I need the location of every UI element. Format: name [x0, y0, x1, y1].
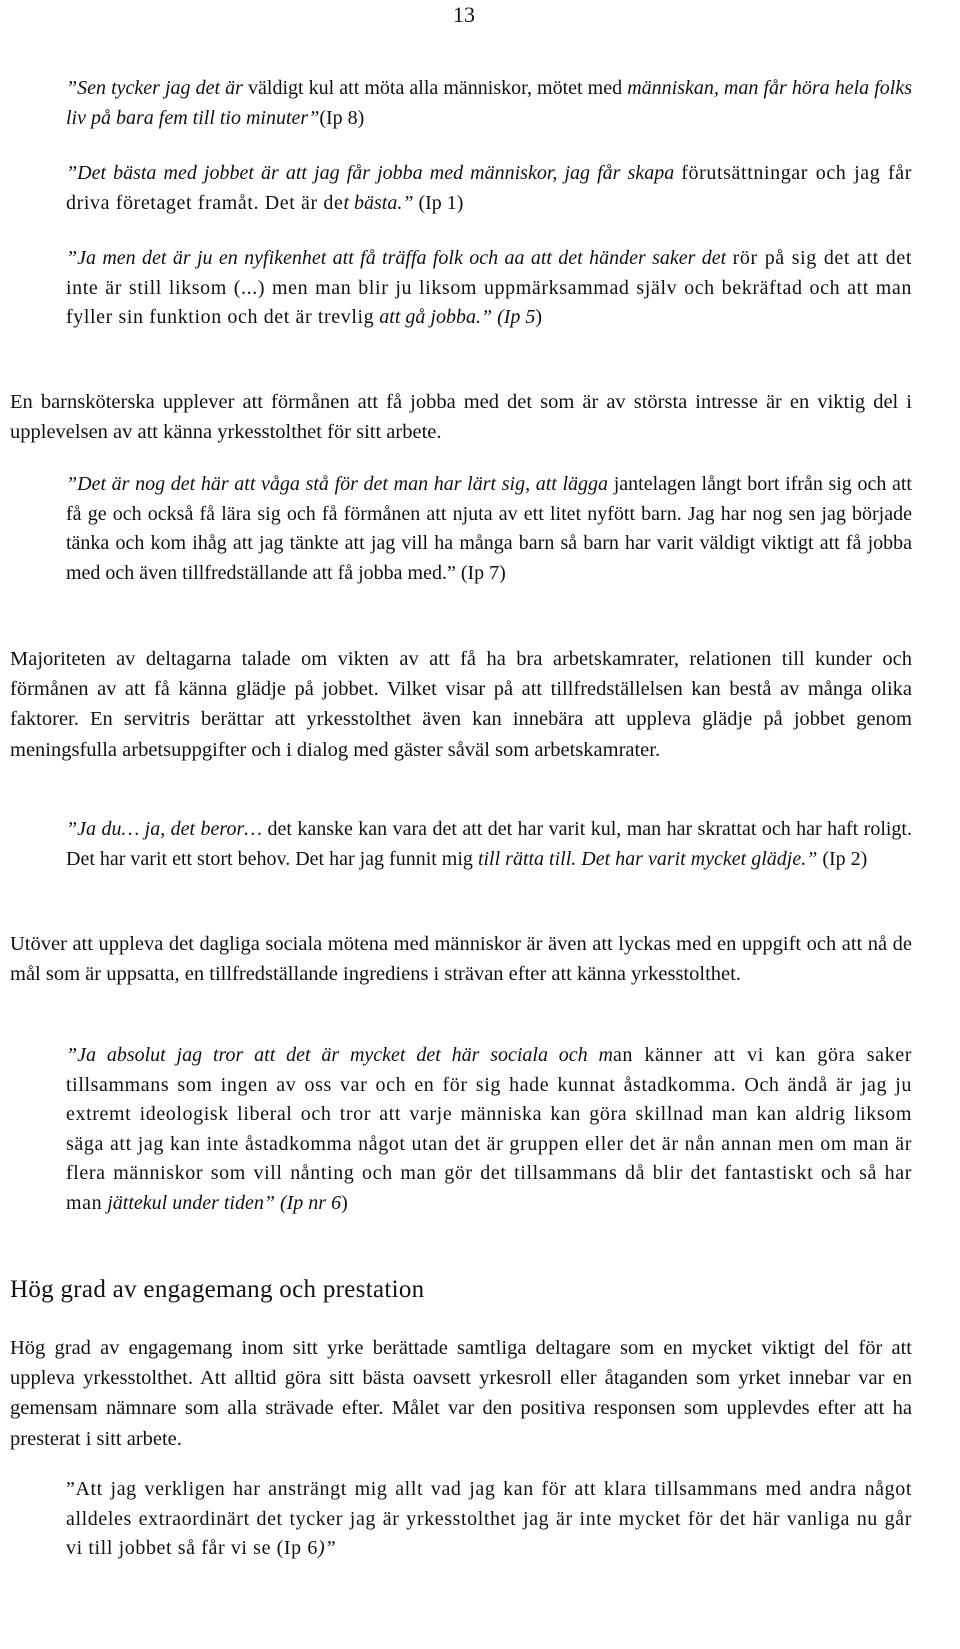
quote-reference: (Ip 7) [455, 561, 506, 584]
quote-italic-text: till rätta till. Det har varit mycket glädje.” [472, 847, 818, 870]
quote-italic-text: människan, man får höra hela folks liv på bara fem till tio minuter” [66, 77, 912, 129]
body-paragraph-3: Utöver att uppleva det dagliga sociala mötena med människor är även att lyckas med en uppgift och att nå de mål som är uppsatta, en tillfredställande ingrediens i strävan efter att känna yrkesstolthet. [10, 933, 912, 986]
quote-italic-text: ”Ja absolut jag tror att det är mycket det här sociala och m [66, 1044, 613, 1066]
quote-ip7 [66, 470, 912, 588]
quote-plain-text: det kanske kan vara det att det har varit kul, man har skrattat och har haft roligt. Det har varit ett stort behov. Det har jag funnit mig [66, 818, 912, 870]
page-number: 13 [453, 2, 475, 27]
quote-ip6 [66, 1041, 912, 1218]
quote-reference: (Ip 8) [319, 106, 365, 129]
quote-plain-text: väldigt kul att möta alla människor, mötet med [242, 77, 623, 99]
quote-plain-text: an känner att vi kan göra saker tillsammans som ingen av oss var och en för sig hade kunnat åstadkomma. Och ändå är jag ju extremt ideologisk liberal och tror att varje människa kan göra skillnad man kan aldrig liksom säga att jag kan inte åstadkomma något utan det är gruppen eller det är nån annan men om man är flera människor som vill nånting och man gör det tillsammans då blir det fantastiskt och så har man [66, 1044, 912, 1214]
quote-reference: (Ip 2) [817, 847, 868, 870]
quote-italic-text: ”Ja men det är ju en nyfikenhet att få träffa folk och aa att det händer saker det [66, 247, 727, 269]
body-paragraph-2: Majoriteten av deltagarna talade om vikten av att få ha bra arbetskamrater, relationen till kunder och förmånen av att få känna glädje på jobbet. Vilket visar på att tillfredställelsen kan bestå av många olika faktorer. En servitris berättar att yrkesstolthet även kan innebära att uppleva glädje på jobbet genom meningsfulla arbetsuppgifter och i dialog med gäster såväl som arbetskamrater. [10, 648, 912, 761]
quote-reference: ) [341, 1191, 348, 1214]
body-paragraph-1: En barnsköterska upplever att förmånen att få jobba med det som är av största intresse är en viktig del i upplevelsen av att känna yrkesstolthet för sitt arbete. [10, 391, 912, 444]
quote-plain-text: jantelagen långt bort ifrån sig och att få ge och också få lära sig och få förmånen att njuta av ett litet nyfött barn. Jag har nog sen jag började tänka och kom ihåg att jag tänkte att jag vill ha många barn så barn har varit väldigt viktigt att få jobba med och även tillfredställande att få jobba med.” [66, 473, 912, 584]
quote-italic-text: ”Det är nog det här att våga stå för det man har lärt sig, att lägga [66, 473, 609, 495]
quote-italic-text: )” [317, 1537, 336, 1559]
quote-italic-text: ”Ja du… ja, det beror… [66, 818, 263, 840]
quote-plain-text: förutsättningar och jag får driva företaget framåt. Det är de [66, 162, 913, 214]
quote-italic-text: t bästa.” [343, 191, 414, 214]
quote-italic-text: jättekul under tiden” (Ip nr 6 [102, 1191, 342, 1214]
quote-ip6-second [66, 1475, 912, 1564]
quote-reference: ) [535, 306, 543, 328]
quote-ip8 [66, 74, 912, 133]
quote-plain-text: ”Att jag verkligen har ansträngt mig allt vad jag kan för att klara tillsammans med andra något alldeles extraordinärt det tycker jag är yrkesstolthet jag är inte mycket för det här vanliga nu går vi till jobbet så får vi se (Ip 6 [66, 1478, 912, 1559]
quote-italic-text: att gå jobba.” (Ip 5 [374, 306, 536, 328]
section-heading: Hög grad av engagemang och prestation [10, 1276, 425, 1303]
quote-italic-text: ”Det bästa med jobbet är att jag får jobba med människor, jag får skapa [66, 162, 675, 184]
quote-ip5 [66, 244, 912, 333]
quote-ip2 [66, 815, 912, 874]
body-paragraph-4: Hög grad av engagemang inom sitt yrke berättade samtliga deltagare som en mycket viktigt del för att uppleva yrkesstolthet. Att alltid göra sitt bästa oavsett yrkesroll eller åtaganden som yrket innebar var en gemensam nämnare som alla strävade efter. Målet var den positiva responsen som upplevdes efter att ha presterat i sitt arbete. [10, 1337, 912, 1450]
quote-ip1 [66, 159, 912, 218]
quote-reference: (Ip 1) [413, 191, 464, 214]
quote-italic-text: ”Sen tycker jag det är [66, 77, 243, 99]
quote-plain-text: rör på sig det att det inte är still liksom (...) men man blir ju liksom uppmärksammad själv och bekräftad och att man fyller sin funktion och det är trevlig [66, 247, 913, 328]
